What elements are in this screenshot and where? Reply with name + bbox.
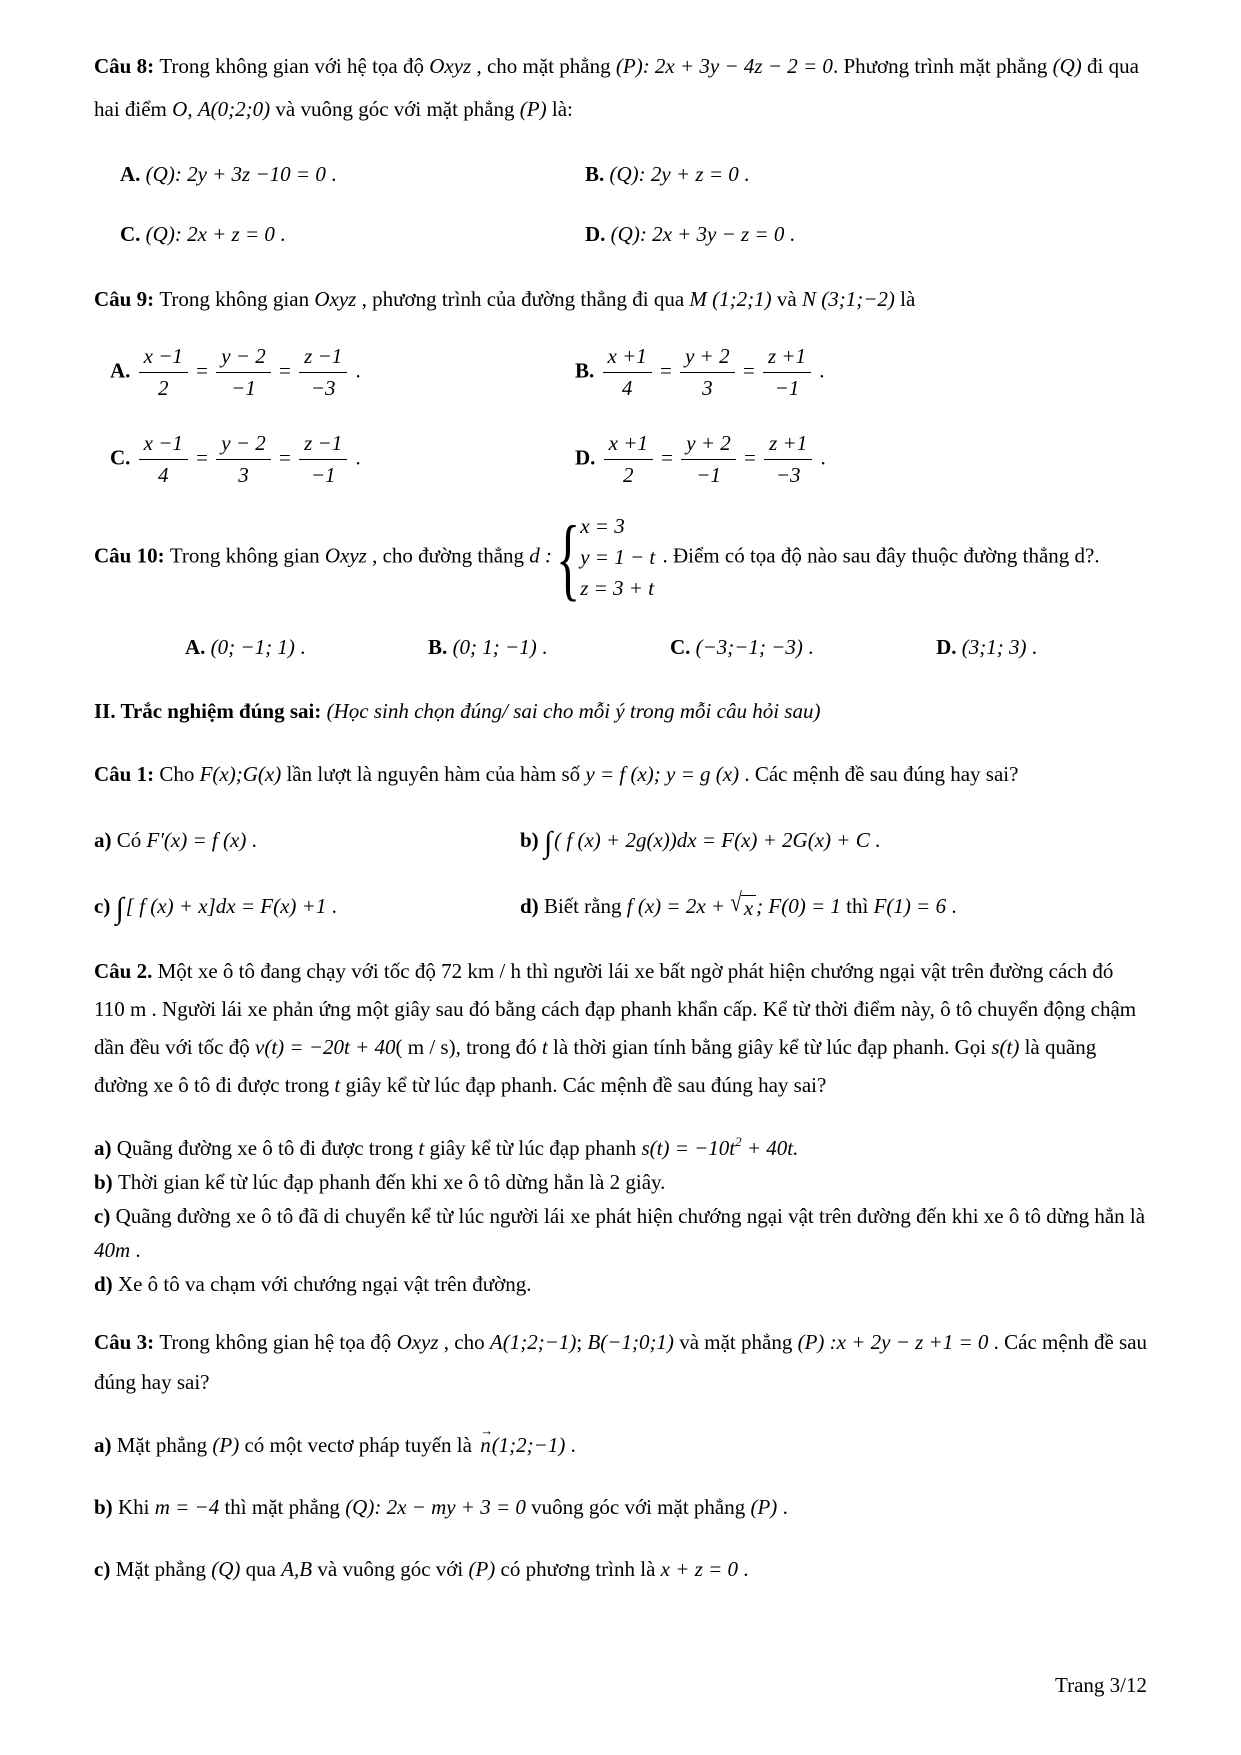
question-10-option-a: A. (0; −1; 1) . xyxy=(185,635,306,659)
question-10-option-b: B. (0; 1; −1) . xyxy=(428,635,548,659)
question-8-option-c: C. (Q): 2x + z = 0 . xyxy=(120,222,286,246)
ii-question-2-items xyxy=(94,1125,1147,1301)
ii-question-1-items xyxy=(94,817,1147,931)
fraction: $\frac{x -1}{4}$ xyxy=(139,429,188,490)
question-9-option-a: A. $\frac{x -1}{2}$ = $\frac{y - 2}{-1}$ = $\frac{z -1}{-3}$ . xyxy=(110,342,575,403)
section-ii-heading xyxy=(94,690,1147,732)
system-of-equations: { x = 3 y = 1 − t z = 3 + t xyxy=(555,506,656,609)
ii-question-2-item-d: d) Xe ô tô va chạm với chướng ngại vật trên đường. xyxy=(94,1272,532,1296)
ii-question-1-item-d: d) Biết rằng f (x) = 2x + √x ; F(0) = 1 thì F(1) = 6 . xyxy=(520,883,1147,931)
question-9-option-b: B. $\frac{x +1}{4}$ = $\frac{y + 2}{3}$ = $\frac{z +1}{-1}$ . xyxy=(575,342,1147,403)
question-8-option-a: A. (Q): 2y + 3z −10 = 0 . xyxy=(120,162,337,186)
question-9-text: Câu 9: Trong không gian Oxyz , phương trình của đường thẳng đi qua M (1;2;1) và N (3;1;−2) là xyxy=(94,287,916,311)
ii-question-3-item-a: a) Mặt phẳng (P) có một vectơ pháp tuyến là n →(1;2;−1) . xyxy=(94,1423,1147,1467)
fraction: $\frac{z +1}{-3}$ xyxy=(764,429,812,490)
fraction: $\frac{x +1}{2}$ xyxy=(604,429,653,490)
fraction: $\frac{y - 2}{-1}$ xyxy=(216,342,271,403)
question-9-options xyxy=(94,342,1147,490)
ii-question-1-item-c: c) ∫[ f (x) + x]dx = F(x) +1 . xyxy=(94,892,337,925)
question-10-option-c: C. (−3;−1; −3) . xyxy=(669,635,814,659)
ii-question-3-item-b: b) Khi m = −4 thì mặt phẳng (Q): 2x − my + 3 = 0 vuông góc với mặt phẳng (P) . xyxy=(94,1495,788,1519)
question-8 xyxy=(94,45,1147,256)
question-10-options xyxy=(185,625,1037,669)
curly-brace: { xyxy=(555,506,581,609)
question-8-text: Câu 8: Trong không gian với hệ tọa độ Oxyz , cho mặt phẳng (P): 2x + 3y − 4z − 2 = 0. Phương trình mặt phẳng (Q) đi qua hai điểm O, A(0;2;0) và vuông góc với mặt phẳng (P) là: xyxy=(94,54,1139,121)
page-number: Trang 3/12 xyxy=(1055,1673,1147,1697)
question-10 xyxy=(94,506,1147,669)
question-9 xyxy=(94,278,1147,490)
question-10-option-d: D. (3;1; 3) . xyxy=(936,635,1037,659)
fraction: $\frac{y + 2}{-1}$ xyxy=(681,429,736,490)
square-root: √x xyxy=(730,885,756,931)
section-ii-title: II. Trắc nghiệm đúng sai: (Học sinh chọn đúng/ sai cho mỗi ý trong mỗi câu hỏi sau) xyxy=(94,699,821,723)
fraction: $\frac{z -1}{-3}$ xyxy=(299,342,347,403)
fraction: $\frac{x +1}{4}$ xyxy=(603,342,652,403)
fraction: $\frac{y - 2}{3}$ xyxy=(216,429,271,490)
ii-question-2-text: Câu 2. Một xe ô tô đang chạy với tốc độ 72 km / h thì người lái xe bất ngờ phát hiện chướng ngại vật trên đường cách đó 110 m . Người lái xe phản ứng một giây sau đó bằng cách đạp phanh khẩn cấp. Kể từ thời điểm này, ô tô chuyển động chậm dần đều với tốc độ v(t) = −20t + 40( m / s), trong đó t là thời gian tính bằng giây kể từ lúc đạp phanh. Gọi s(t) là quãng đường xe ô tô đi được trong t giây kể từ lúc đạp phanh. Các mệnh đề sau đúng hay sai? xyxy=(94,959,1137,1097)
question-8-options xyxy=(94,152,1147,256)
section-ii-question-2 xyxy=(94,952,1147,1301)
fraction: $\frac{z +1}{-1}$ xyxy=(763,342,811,403)
ii-question-3-text: Câu 3: Trong không gian hệ tọa độ Oxyz , cho A(1;2;−1); B(−1;0;1) và mặt phẳng (P) :x + 2y − z +1 = 0 . Các mệnh đề sau đúng hay sai? xyxy=(94,1330,1148,1394)
ii-question-2-item-b: b) Thời gian kể từ lúc đạp phanh đến khi xe ô tô dừng hẳn là 2 giây. xyxy=(94,1170,666,1194)
question-8-option-d: D. (Q): 2x + 3y − z = 0 . xyxy=(585,222,795,246)
ii-question-3-items xyxy=(94,1423,1147,1591)
question-10-text: Câu 10: Trong không gian Oxyz , cho đường thẳng d : { x = 3 y = 1 − t z = 3 + t . Điểm có tọa độ nào sau đây thuộc đường thẳng d?. xyxy=(94,506,1100,609)
ii-question-2-item-a: a) Quãng đường xe ô tô đi được trong t giây kể từ lúc đạp phanh $s(t) = -10t^2 + 40t$. xyxy=(94,1134,799,1160)
ii-question-1-item-b: b) ∫( f (x) + 2g(x))dx = F(x) + 2G(x) + C . xyxy=(520,826,881,859)
ii-question-1-item-a: a) Có F′(x) = f (x) . xyxy=(94,828,257,852)
question-9-option-d: D. $\frac{x +1}{2}$ = $\frac{y + 2}{-1}$ = $\frac{z +1}{-3}$ . xyxy=(575,429,1147,490)
ii-question-2-item-c: c) Quãng đường xe ô tô đã di chuyển kể từ lúc người lái xe phát hiện chướng ngại vật trên đường đến khi xe ô tô dừng hẳn là 40m . xyxy=(94,1204,1146,1262)
section-ii-question-1 xyxy=(94,753,1147,931)
fraction: $\frac{y + 2}{3}$ xyxy=(680,342,735,403)
question-9-option-c: C. $\frac{x -1}{4}$ = $\frac{y - 2}{3}$ = $\frac{z -1}{-1}$ . xyxy=(110,429,575,490)
ii-question-1-text: Câu 1: Cho F(x);G(x) lần lượt là nguyên hàm của hàm số y = f (x); y = g (x) . Các mệnh đề sau đúng hay sai? xyxy=(94,762,1019,786)
ii-question-3-item-c: c) Mặt phẳng (Q) qua A,B và vuông góc với (P) có phương trình là x + z = 0 . xyxy=(94,1557,749,1581)
vector-symbol: n → xyxy=(480,1423,491,1467)
question-8-option-b: B. (Q): 2y + z = 0 . xyxy=(585,162,750,186)
section-ii-question-3 xyxy=(94,1322,1147,1591)
fraction: $\frac{x -1}{2}$ xyxy=(139,342,188,403)
fraction: $\frac{z -1}{-1}$ xyxy=(299,429,347,490)
